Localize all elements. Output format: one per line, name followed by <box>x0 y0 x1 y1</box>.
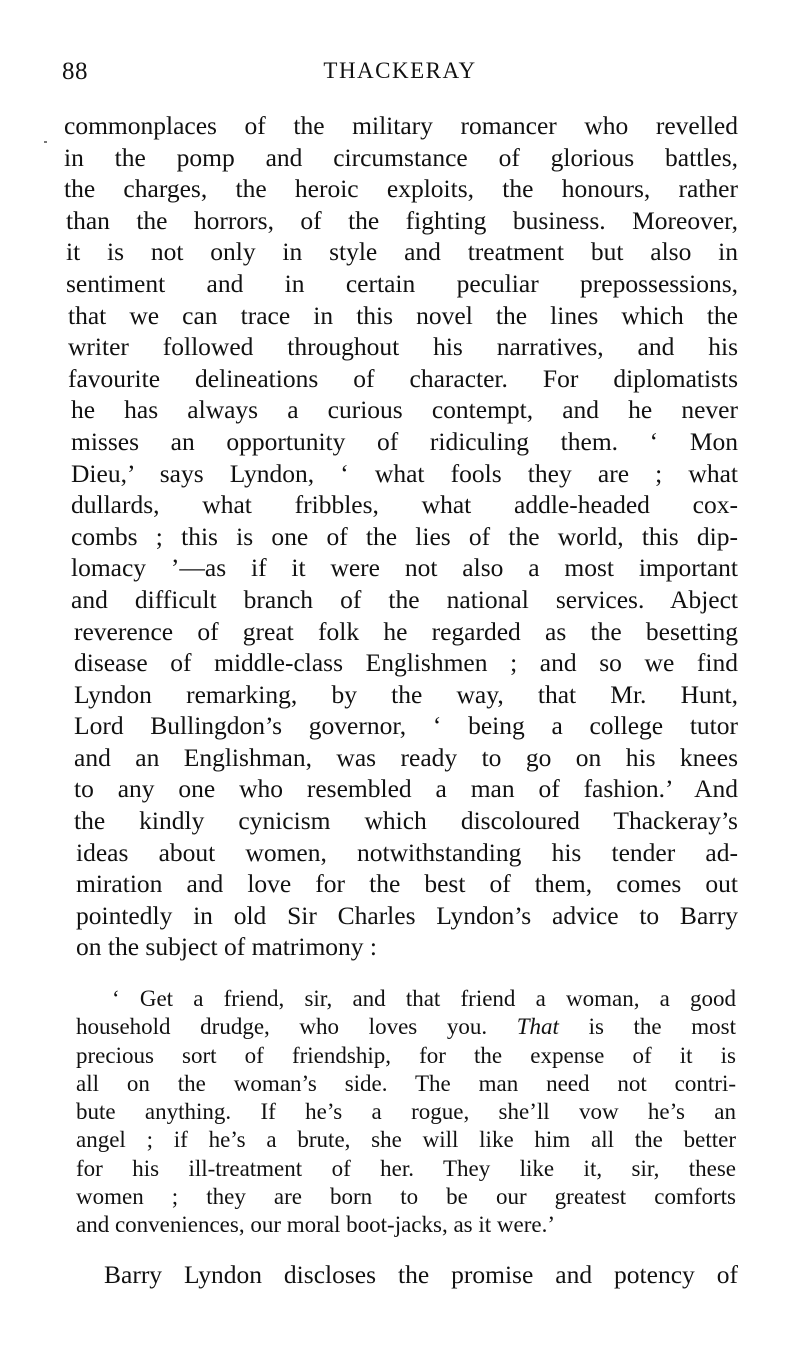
text-line: Lord Bullingdon’s governor, ‘ being a college tutor <box>74 711 738 741</box>
text-line: that we can trace in this novel the lines which the <box>68 300 738 330</box>
text-line: and an Englishman, was ready to go on his knees <box>74 742 738 772</box>
quote-line: angel ; if he’s a brute, she will like him all the better <box>76 1127 736 1153</box>
quote-line: all on the woman’s side. The man need not contri- <box>76 1070 736 1096</box>
quote-line: women ; they are born to be our greatest comforts <box>76 1184 736 1210</box>
text-line: he has always a curious contempt, and he never <box>71 395 738 425</box>
text-line: than the horrors, of the fighting business. Moreover, <box>66 205 738 235</box>
closing-paragraph <box>104 1259 738 1291</box>
main-paragraph <box>62 110 738 963</box>
text-line: it is not only in style and treatment but also in <box>66 237 738 267</box>
text-line: sentiment and in certain peculiar prepossessions, <box>66 268 738 298</box>
running-head: THACKERAY <box>323 58 477 83</box>
text-line: in the pomp and circumstance of glorious battles, <box>64 142 738 172</box>
quote-emphasis: That <box>516 1014 559 1040</box>
text-line: and difficult branch of the national services. Abject <box>71 584 738 614</box>
text-line: writer followed throughout his narratives, and his <box>68 332 738 362</box>
text-line: lomacy ’—as if it were not also a most important <box>71 553 738 583</box>
text-line: pointedly in old Sir Charles Lyndon’s advice to Barry <box>76 900 738 930</box>
text-line: on the subject of matrimony : <box>76 932 377 962</box>
text-line: dullards, what fribbles, what addle-headed cox- <box>71 490 738 520</box>
quote-line: ‘ Get a friend, sir, and that friend a woman, a good <box>112 986 736 1011</box>
text-line: disease of middle-class Englishmen ; and so we find <box>74 648 738 678</box>
margin-mark <box>44 141 47 143</box>
quote-line: bute anything. If he’s a rogue, she’ll vow he’s an <box>76 1099 736 1125</box>
quote-text: household drudge, who loves you. <box>76 1014 517 1040</box>
text-line: the kindly cynicism which discoloured Thackeray’s <box>74 806 738 836</box>
quote-line: for his ill-treatment of her. They like it, sir, these <box>76 1155 736 1181</box>
text-line: combs ; this is one of the lies of the world, this dip- <box>71 521 738 551</box>
text-line: Barry Lyndon discloses the promise and potency of <box>104 1260 738 1289</box>
quote-line: and conveniences, our moral boot-jacks, as it were.’ <box>76 1212 555 1238</box>
text-line: misses an opportunity of ridiculing them. ‘ Mon <box>71 426 738 456</box>
page-header <box>62 58 738 92</box>
page-number: 88 <box>62 58 88 85</box>
text-line: miration and love for the best of them, comes out <box>76 869 738 899</box>
text-line: the charges, the heroic exploits, the honours, rather <box>64 174 738 204</box>
quote-text: is the most <box>558 1014 737 1040</box>
block-quote <box>76 985 736 1240</box>
text-line: ideas about women, notwithstanding his tender ad- <box>76 837 738 867</box>
quote-line: precious sort of friendship, for the expense of it is <box>76 1042 736 1068</box>
text-line: to any one who resembled a man of fashion.’ And <box>74 774 738 804</box>
text-line: Lyndon remarking, by the way, that Mr. Hunt, <box>74 679 738 709</box>
text-line: reverence of great folk he regarded as the besetting <box>74 616 738 646</box>
quote-line <box>76 1013 736 1041</box>
text-line: favourite delineations of character. For diplomatists <box>68 363 738 393</box>
text-line: commonplaces of the military romancer who revelled <box>64 111 738 140</box>
text-line: Dieu,’ says Lyndon, ‘ what fools they are ; what <box>71 458 738 488</box>
